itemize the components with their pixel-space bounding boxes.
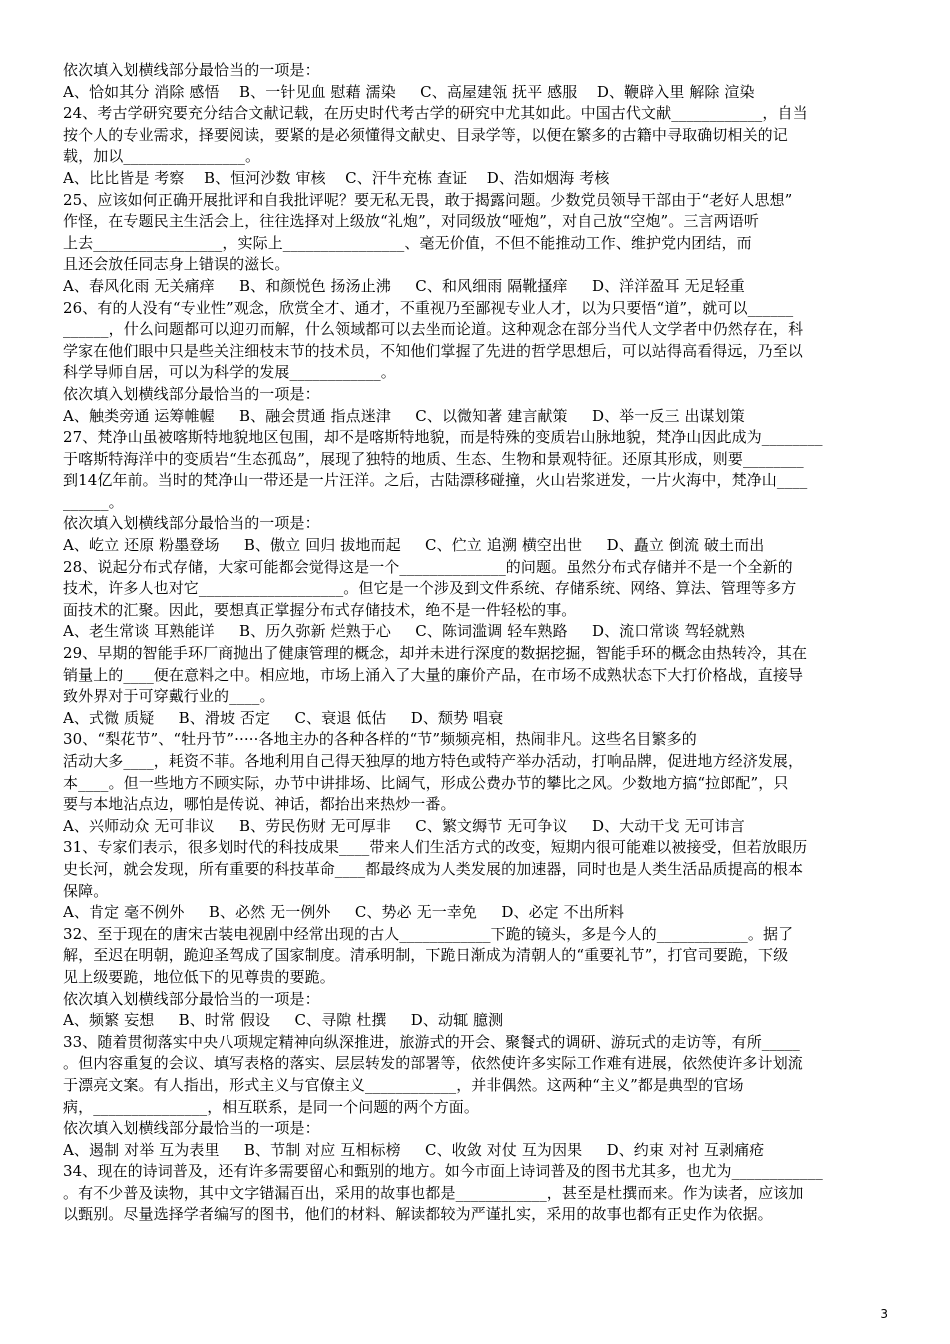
text-line: 26、有的人没有“专业性”观念，欣赏全才、通才，不重视乃至鄙视专业人才，以为只要悟“道”，就可以______ [63,298,794,317]
text-line: 技术，许多人也对它___________________。但它是一个涉及到文件系统、存储系统、网络、算法、管理等多方 [63,579,797,598]
text-line: 依次填入划横线部分最恰当的一项是： [63,514,320,533]
text-line: 要与本地沾点边，哪怕是传说、神话，都抬出来热炒一番。 [63,795,456,814]
text-line: A、屹立 还原 粉墨登场 B、傲立 回归 拔地而起 C、伫立 追溯 横空出世 D、矗立 倒流 破土而出 [63,536,765,555]
text-line: ______。 [63,492,124,511]
text-line: 科学导师自居，可以为科学的发展____________。 [63,363,396,382]
text-line: ______，什么问题都可以迎刃而解，什么领域都可以去坐而论道。这种观念在部分当代人文学者中仍然存在，科 [63,320,804,339]
text-line: 34、现在的诗词普及，还有许多需要留心和甄别的地方。如今市面上诗词普及的图书尤其多，也尤为____________ [63,1162,823,1181]
text-line: 致外界对于可穿戴行业的____。 [63,687,275,706]
text-line: 依次填入划横线部分最恰当的一项是： [63,61,320,79]
text-line: 且还会放任同志身上错误的滋长。 [63,255,290,274]
text-line: 以甄别。尽量选择学者编写的图书，他们的材料、解读都较为严谨扎实，采用的故事也都有正史作为依据。 [63,1205,773,1224]
document-page [63,60,885,1226]
text-line: 见上级要跪，地位低下的见尊贵的要跪。 [63,967,335,986]
text-line: 31、专家们表示，很多划时代的科技成果____带来人们生活方式的改变，短期内很可能难以被接受，但若放眼历 [63,838,808,857]
text-line: 上去_________________，实际上________________、毫无价值，不但不能推动工作、维护党内团结，而 [63,233,752,252]
text-line: 到14亿年前。当时的梵净山一带还是一片汪洋。之后，古陆漂移碰撞，火山岩浆迸发，一片火海中，梵净山____ [63,471,808,490]
text-line: 依次填入划横线部分最恰当的一项是： [63,989,320,1008]
text-line: 面技术的汇聚。因此，要想真正掌握分布式存储技术，绝不是一件轻松的事。 [63,600,577,619]
text-line: 病，_______________，相互联系，是同一个问题的两个方面。 [63,1097,480,1116]
text-line: 史长河，就会发现，所有重要的科技革命____都最终成为人类发展的加速器，同时也是人类生活品质提高的根本 [63,859,804,878]
text-line: 活动大多____，耗资不菲。各地利用自己得天独厚的地方特色或特产举办活动，打响品牌，促进地方经济发展， [63,752,804,770]
text-line: 。但内容重复的会议、填写表格的落实、层层转发的部署等，依然使许多实际工作难有进展，依然使许多计划流 [63,1054,803,1073]
text-line: 28、说起分布式存储，大家可能都会觉得这是一个______________的问题。虽然分布式存储并不是一个全新的 [63,557,793,576]
text-line: A、式微 质疑 B、滑坡 否定 C、衰退 低估 D、颓势 唱衰 [63,708,504,727]
text-line: 按个人的专业需求，择要阅读，要紧的是必须懂得文献史、目录学等，以便在繁多的古籍中寻取确切相关的记 [63,125,788,144]
text-line: 于漂亮文案。有人指出，形式主义与官僚主义____________，并非偶然。这两种“主义”都是典型的官场 [63,1075,744,1094]
text-line: 32、至于现在的唐宋古装电视剧中经常出现的古人____________下跪的镜头，多是今人的____________。据了 [63,924,794,943]
text-line: A、肯定 毫不例外 B、必然 无一例外 C、势必 无一幸免 D、必定 不出所料 [63,903,625,922]
text-line: A、春风化雨 无关痛痒 B、和颜悦色 扬汤止沸 C、和风细雨 隔靴搔痒 D、洋洋盈耳 无足轻重 [63,276,745,295]
text-line: A、恰如其分 消除 感悟 B、一针见血 慰藉 濡染 C、高屋建瓴 抚平 感服 D、鞭辟入里 解除 渲染 [63,82,755,101]
text-line: A、兴师动众 无可非议 B、劳民伤财 无可厚非 C、繁文缛节 无可争议 D、大动干戈 无可讳言 [63,816,745,835]
text-line: 33、随着贯彻落实中央八项规定精神向纵深推进，旅游式的开会、聚餐式的调研、游玩式的走访等，有所_____ [63,1032,800,1051]
text-line: 本____。但一些地方不顾实际，办节中讲排场、比阔气，形成公费办节的攀比之风。少数地方搞“拉郎配”，只 [63,773,789,792]
text-line: 依次填入划横线部分最恰当的一项是： [63,384,320,403]
text-line: 解，至迟在明朝，跪迎圣驾成了国家制度。清承明制，下跪日渐成为清朝人的“重要礼节”，打官司要跪，下级 [63,946,789,965]
text-line: 于喀斯特海洋中的变质岩“生态孤岛”，展现了独特的地质、生态、生物和景观特征。还原其形成，则要________ [63,449,804,468]
text-line: 24、考古学研究要充分结合文献记载，在历史时代考古学的研究中尤其如此。中国古代文献____________，自当 [63,104,808,123]
text-line: 27、梵净山虽被喀斯特地貌地区包围，却不是喀斯特地貌，而是特殊的变质岩山脉地貌，梵净山因此成为________ [63,428,823,447]
text-line: 30、“梨花节”、“牡丹节”·····各地主办的各种各样的“节”频频亮相，热闹非凡。这些名目繁多的 [63,730,697,749]
text-line: 保障。 [63,881,109,900]
text-line: A、频繁 妄想 B、时常 假设 C、寻隙 杜撰 D、动辄 臆测 [63,1011,504,1030]
text-line: A、老生常谈 耳熟能详 B、历久弥新 烂熟于心 C、陈词滥调 轻车熟路 D、流口常谈 驾轻就熟 [63,622,745,641]
text-line: 销量上的____便在意料之中。相应地，市场上涌入了大量的廉价产品，在市场不成熟状态下大打价格战，直接导 [63,665,804,684]
text-line: 。有不少普及读物，其中文字错漏百出，采用的故事也都是____________，甚至是杜撰而来。作为读者，应该加 [63,1183,804,1202]
text-line: A、遏制 对举 互为表里 B、节制 对应 互相标榜 C、收敛 对仗 互为因果 D、约束 对衬 互剥痛疮 [63,1140,765,1159]
text-line: 25、应该如何正确开展批评和自我批评呢？要无私无畏，敢于揭露问题。少数党员领导干部由于“老好人思想” [63,190,793,209]
text-line: 29、早期的智能手环厂商抛出了健康管理的概念，却并未进行深度的数据挖掘，智能手环的概念由热转冷，其在 [63,644,808,663]
text-line: A、比比皆是 考察 B、恒河沙数 审核 C、汗牛充栋 查证 D、浩如烟海 考核 [63,168,610,187]
page-number: 3 [880,1307,888,1321]
text-line: 学家在他们眼中只是些关注细枝末节的技术员，不知他们掌握了先进的哲学思想后，可以站得高看得远，乃至以 [63,341,803,360]
text-line: 依次填入划横线部分最恰当的一项是： [63,1119,320,1138]
text-line: A、触类旁通 运筹帷幄 B、融会贯通 指点迷津 C、以微知著 建言献策 D、举一反三 出谋划策 [63,406,745,425]
text-line: 载，加以________________。 [63,147,261,166]
text-line: 作怪，在专题民主生活会上，往往选择对上级放“礼炮”，对同级放“哑炮”，对自己放“空炮”。三言两语听 [63,212,759,231]
